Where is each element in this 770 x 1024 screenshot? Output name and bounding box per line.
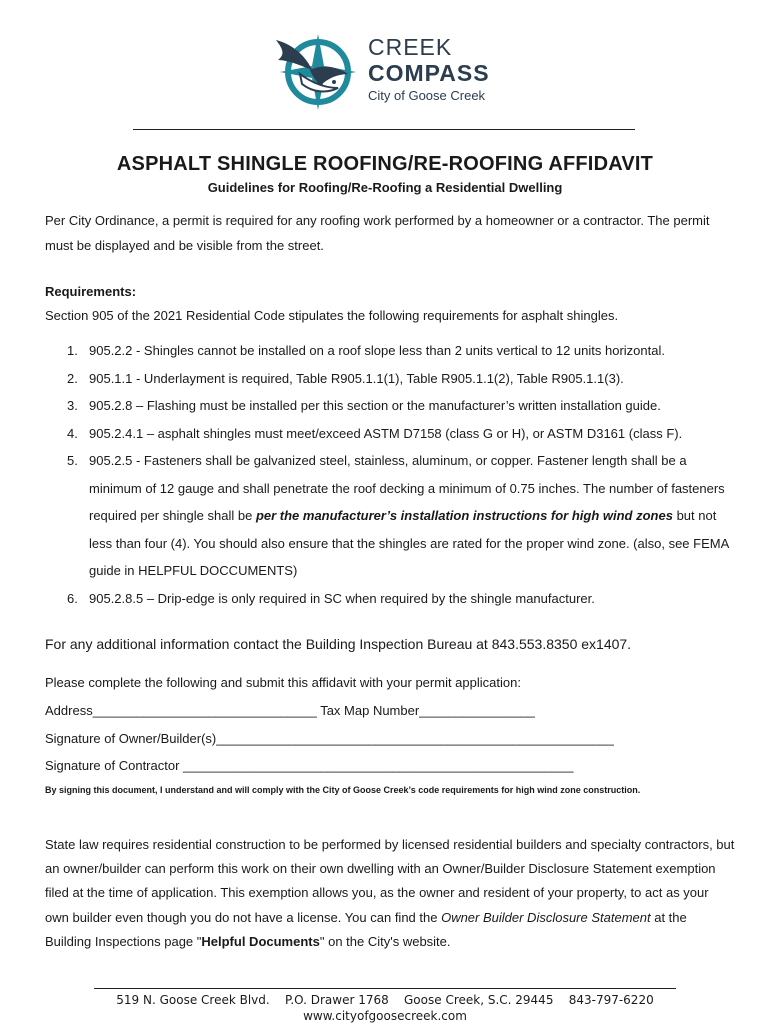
compass-bird-icon [272,30,364,112]
logo-line-creek: CREEK [368,34,453,60]
list-item [45,337,735,365]
list-item-number: 5. [67,453,78,468]
list-item-text: 905.2.8 – Flashing must be installed per this section or the manufacturer’s written installation guide. [89,398,661,413]
list-item-text: 905.2.8.5 – Drip-edge is only required in SC when required by the shingle manufacturer. [89,590,595,606]
address-tax-map-field[interactable]: Address_______________________________ Tax Map Number________________ [45,703,535,718]
list-item-emphasis: per the manufacturer’s installation instructions for high wind zones [255,508,673,523]
list-item [45,447,735,585]
list-item-number: 4. [67,425,78,441]
signing-acknowledgement: By signing this document, I understand and will comply with the City of Goose Creek’s code requirements for high wind zone construction. [45,785,641,795]
state-law-text-b: at the Building Inspections page " [45,909,687,949]
list-item-number: 1. [67,343,78,358]
logo-line-city: City of Goose Creek [368,88,486,103]
contact-line: For any additional information contact the Building Inspection Bureau at 843.553.8350 ex1407. [45,636,632,652]
document-subtitle: Guidelines for Roofing/Re-Roofing a Residential Dwelling [207,180,563,195]
logo-line-compass: COMPASS [368,60,490,86]
footer-address: 519 N. Goose Creek Blvd. P.O. Drawer 1768 Goose Creek, S.C. 29445 843-797-6220 [116,993,654,1007]
city-logo [272,30,502,110]
helpful-documents-reference: Helpful Documents [201,933,320,949]
owner-builder-disclosure-reference: Owner Builder Disclosure Statement [441,909,651,925]
list-item-text-a: 905.2.5 - Fasteners shall be galvanized steel, stainless, aluminum, or copper. Fastener length shall be a minimum of 12 gauge and shall penetrate the roof decking a minimum of 0.75 inches. The number of fasteners required per shingle shall be [89,453,725,523]
footer-divider [94,988,676,989]
state-law-text-a: State law requires residential construction to be performed by licensed residential builders and specialty contractors, but an owner/builder can perform this work on their own dwelling with an Owner/Builder Disclosure Statement exemption filed at the time of application. This exemption allows you, as the owner and resident of your property, to act as your own builder even though you do not have a license. You can find the [45,837,735,925]
owner-signature-field[interactable]: Signature of Owner/Builder(s)_______________________________________________________ [45,731,614,746]
form-instructions: Please complete the following and submit this affidavit with your permit application: [45,675,521,690]
list-item-text: 905.2.4.1 – asphalt shingles must meet/exceed ASTM D7158 (class G or H), or ASTM D3161 (class F). [89,425,683,441]
header-divider [133,129,635,130]
intro-paragraph: Per City Ordinance, a permit is required for any roofing work performed by a homeowner or a contractor. The permit must be displayed and be visible from the street. [45,213,710,253]
requirements-lead: Section 905 of the 2021 Residential Code stipulates the following requirements for asphalt shingles. [45,308,619,323]
list-item-number: 3. [67,398,78,413]
list-item-text: 905.1.1 - Underlayment is required, Table R905.1.1(1), Table R905.1.1(2), Table R905.1.1(3). [89,370,624,386]
state-law-text-c: " on the City's website. [319,933,451,949]
requirements-heading: Requirements: [45,284,137,299]
state-law-paragraph [45,833,735,954]
footer-website-link[interactable]: www.cityofgoosecreek.com [303,1009,467,1023]
list-item-number: 2. [67,370,78,386]
document-title: ASPHALT SHINGLE ROOFING/RE-ROOFING AFFIDAVIT [116,153,654,175]
requirements-list [45,337,735,612]
list-item [45,392,735,420]
list-item-text-b: but not less than four (4). You should also ensure that the shingles are rated for the proper wind zone. (also, see FEMA guide in HELPFUL DOCCUMENTS) [89,508,729,578]
list-item-text: 905.2.2 - Shingles cannot be installed on a roof slope less than 2 units vertical to 12 units horizontal. [89,343,665,358]
list-item-number: 6. [67,590,78,606]
list-item [45,420,735,448]
contractor-signature-field[interactable]: Signature of Contractor ______________________________________________________ [45,758,574,773]
list-item [45,585,735,613]
list-item [45,365,735,393]
